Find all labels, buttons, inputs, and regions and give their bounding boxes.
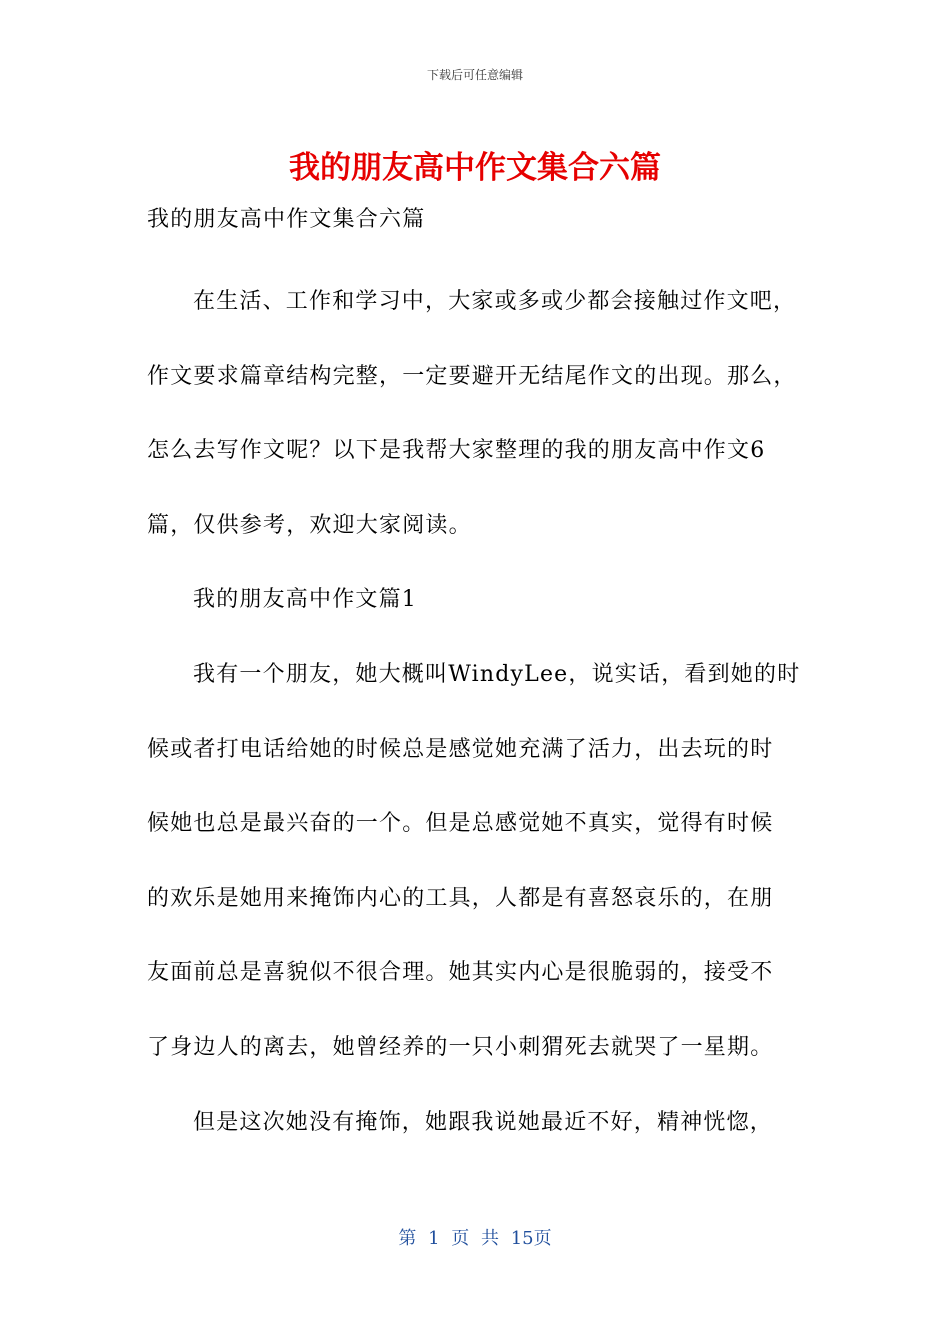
document-body <box>147 198 807 1175</box>
body-line: 我有一个朋友，她大概叫WindyLee，说实话，看到她的时 <box>193 661 801 687</box>
section-heading: 我的朋友高中作文篇1 <box>193 587 417 613</box>
body-line: 了身边人的离去，她曾经养的一只小刺猬死去就哭了一星期。 <box>147 1034 774 1060</box>
body-line: 候或者打电话给她的时候总是感觉她充满了活力，出去玩的时 <box>147 736 774 762</box>
header-note: 下载后可任意编辑 <box>426 68 523 82</box>
body-line: 候她也总是最兴奋的一个。但是总感觉她不真实，觉得有时候 <box>147 811 774 837</box>
body-line-subtitle: 我的朋友高中作文集合六篇 <box>147 207 426 232</box>
body-line: 但是这次她没有掩饰，她跟我说她最近不好，精神恍惚， <box>193 1109 774 1135</box>
body-line: 在生活、工作和学习中，大家或多或少都会接触过作文吧， <box>193 289 797 314</box>
body-line: 怎么去写作文呢？以下是我帮大家整理的我的朋友高中作文6 <box>147 438 766 464</box>
page-number-footer: 第 1 页 共 15页 <box>398 1228 552 1249</box>
body-line: 友面前总是喜貌似不很合理。她其实内心是很脆弱的，接受不 <box>147 960 774 986</box>
body-line: 篇，仅供参考，欢迎大家阅读。 <box>147 512 472 538</box>
body-line: 作文要求篇章结构完整，一定要避开无结尾作文的出现。那么， <box>147 363 797 389</box>
document-title: 我的朋友高中作文集合六篇 <box>289 150 661 186</box>
body-line: 的欢乐是她用来掩饰内心的工具，人都是有喜怒哀乐的，在朋 <box>147 885 774 911</box>
